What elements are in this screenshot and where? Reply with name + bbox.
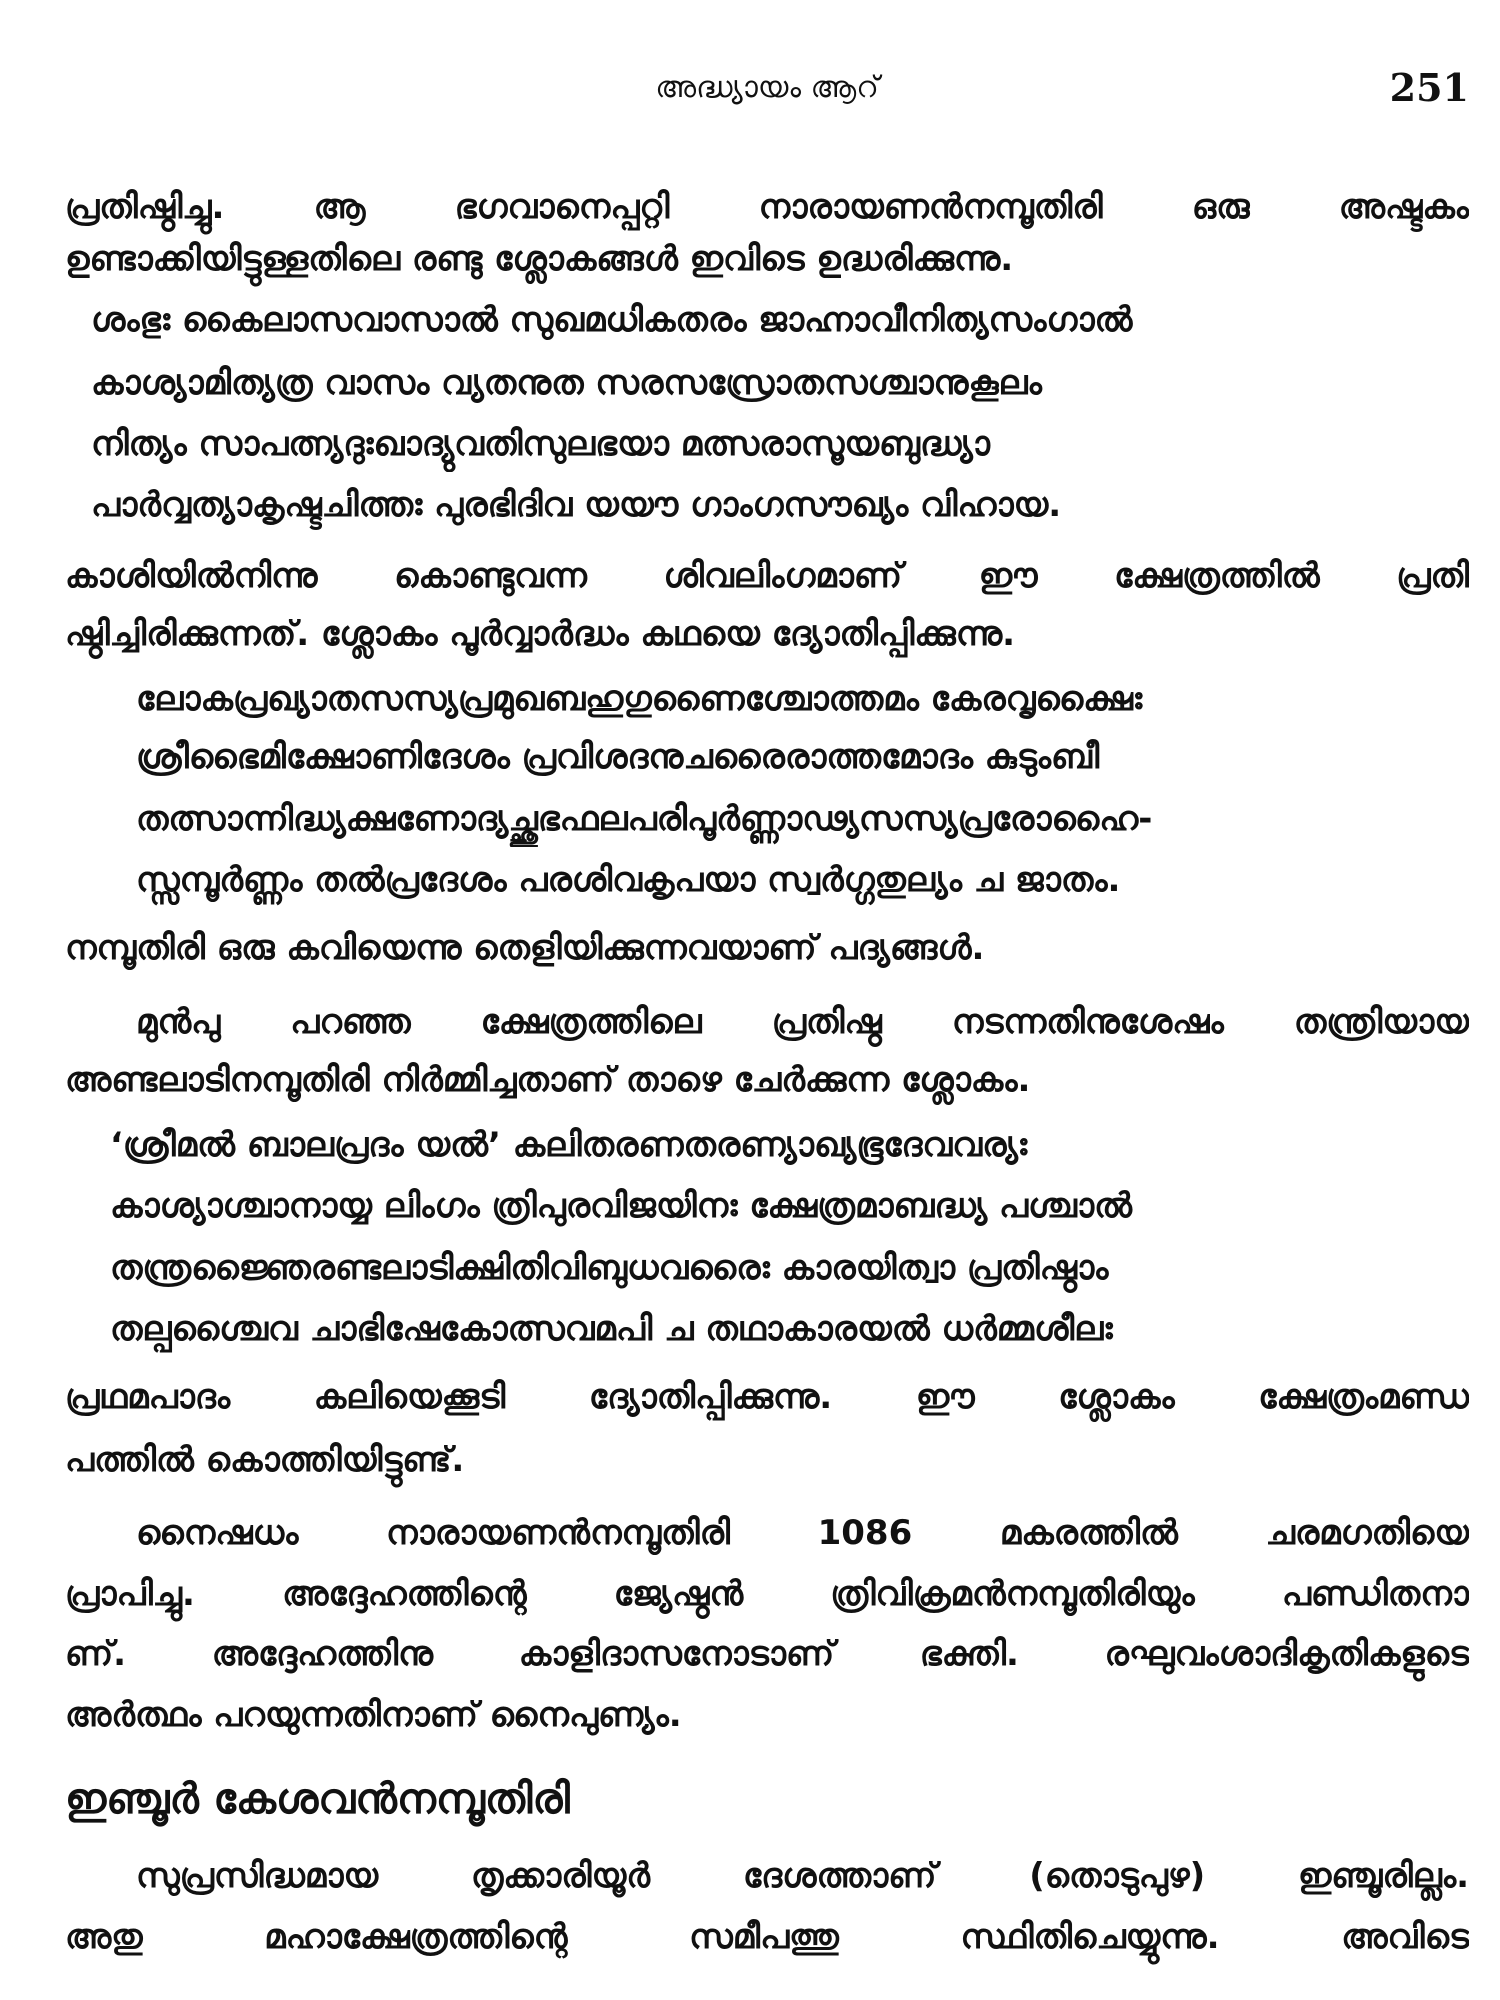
verse-2-line-3: തത്സാന്നിദ്ധ്യക്ഷണോദ്യച്ഛുഭഫലപരിപൂർണ്ണാഢ്യസസ്യപ്രരോഹൈ- xyxy=(136,799,1153,839)
paragraph-4-line-1: മുൻപു പറഞ്ഞ ക്ഷേത്രത്തിലെ പ്രതിഷ്ഠ നടന്നതിനുശേഷം തന്ത്രിയായ xyxy=(136,1002,1469,1042)
running-chapter-title: അദ്ധ്യായം ആറ് xyxy=(655,70,879,105)
paragraph-7-line-2: അതു മഹാക്ഷേത്രത്തിന്റെ സമീപത്തു സ്ഥിതിചെയ്യുന്നു. അവിടെ xyxy=(65,1917,1469,1957)
verse-3-line-3: തന്ത്രജ്ഞൈരണ്ടലാടിക്ഷിതിവിബുധവരൈഃ കാരയിത്വാ പ്രതിഷ്ഠാം xyxy=(110,1248,1109,1288)
paragraph-6-line-4: അർത്ഥം പറയുന്നതിനാണ് നൈപുണ്യം. xyxy=(65,1695,682,1735)
verse-1-line-4: പാർവ്വത്യാകൃഷ്ടചിത്തഃ പുരഭിദിവ യയൗ ഗാംഗസൗഖ്യം വിഹായ. xyxy=(91,485,1062,525)
page-number: 251 xyxy=(1389,65,1469,110)
verse-1-line-3: നിത്യം സാപത്ന്യദുഃഖാദ്യുവതിസുലഭയാ മത്സരാസൂയബുദ്ധ്യാ xyxy=(91,424,990,464)
paragraph-1-line-2: ഉണ്ടാക്കിയിട്ടുള്ളതിലെ രണ്ടു ശ്ലോകങ്ങൾ ഇവിടെ ഉദ്ധരിക്കുന്നു. xyxy=(65,239,1014,279)
paragraph-5-line-1: പ്രഥമപാദം കലിയെക്കൂടി ദ്യോതിപ്പിക്കുന്നു. ഈ ശ്ലോകം ക്ഷേത്രംമണ്ഡ xyxy=(65,1377,1469,1417)
verse-3-line-1: ‘ശ്രീമൽ ബാലപ്രദം യൽ’ കലിതരണതരണ്യാഖ്യഭൂദേവവര്യഃ xyxy=(110,1125,1028,1165)
paragraph-7-line-1: സുപ്രസിദ്ധമായ തൃക്കാരിയൂർ ദേശത്താണ് (തൊടുപുഴ) ഇഞ്ചൂരില്ലം. xyxy=(136,1856,1469,1896)
paragraph-6-line-1: നൈഷധം നാരായണൻനമ്പൂതിരി 1086 മകരത്തിൽ ചരമഗതിയെ xyxy=(136,1513,1469,1553)
verse-3-line-2: കാശ്യാശ്ചാനായ്യ ലിംഗം ത്രിപുരവിജയിനഃ ക്ഷേത്രമാബദ്ധ്യ പശ്ചാൽ xyxy=(110,1186,1132,1226)
paragraph-2-line-2: ഷ്ഠിച്ചിരിക്കുന്നത്. ശ്ലോകം പൂർവ്വാർദ്ധം കഥയെ ദ്യോതിപ്പിക്കുന്നു. xyxy=(65,614,1016,654)
paragraph-1-line-1: പ്രതിഷ്ഠിച്ചു. ആ ഭഗവാനെപ്പറ്റി നാരായണൻനമ്പൂതിരി ഒരു അഷ്ടകം xyxy=(65,187,1469,227)
verse-1-line-2: കാശ്യാമിത്യത്ര വാസം വ്യതനുത സരസസ്രോതസശ്ചാനുകൂലം xyxy=(91,363,1042,403)
paragraph-3-line-1: നമ്പൂതിരി ഒരു കവിയെന്നു തെളിയിക്കുന്നവയാണ് പദ്യങ്ങൾ. xyxy=(65,928,985,968)
verse-2-line-4: സ്സമ്പൂർണ്ണം തൽപ്രദേശം പരശിവകൃപയാ സ്വർഗ്ഗതുല്യം ച ജാതം. xyxy=(136,860,1121,900)
paragraph-4-line-2: അണ്ടലാടിനമ്പൂതിരി നിർമ്മിച്ചതാണ് താഴെ ചേർക്കുന്ന ശ്ലോകം. xyxy=(65,1060,1031,1100)
section-heading: ഇഞ്ചൂർ കേശവൻനമ്പൂതിരി xyxy=(65,1774,570,1823)
verse-1-line-1: ശംഭുഃ കൈലാസവാസാൽ സുഖമധികതരം ജാഹ്നാവീനിത്യസംഗാൽ xyxy=(91,300,1133,340)
paragraph-6-line-3: ണ്. അദ്ദേഹത്തിനു കാളിദാസനോടാണ് ഭക്തി. രഘുവംശാദികൃതികളുടെ xyxy=(65,1634,1469,1674)
verse-2-line-2: ശ്രീഭൈമിക്ഷോണിദേശം പ്രവിശദനുചരൈരാത്തമോദം കുടുംബീ xyxy=(136,737,1100,777)
paragraph-2-line-1: കാശിയിൽനിന്നു കൊണ്ടുവന്ന ശിവലിംഗമാണ് ഈ ക്ഷേത്രത്തിൽ പ്രതി xyxy=(65,556,1469,596)
paragraph-5-line-2: പത്തിൽ കൊത്തിയിട്ടുണ്ട്. xyxy=(65,1440,465,1480)
verse-2-line-1: ലോകപ്രഖ്യാതസസ്യപ്രമുഖബഹുഗുണൈശ്ചോത്തമം കേരവൃക്ഷൈഃ xyxy=(136,679,1143,719)
paragraph-6-line-2: പ്രാപിച്ചു. അദ്ദേഹത്തിന്റെ ജ്യേഷ്ഠൻ ത്രിവിക്രമൻനമ്പൂതിരിയും പണ്ഡിതനാ xyxy=(65,1574,1469,1614)
verse-3-line-4: തല്പശ്ചൈവ ചാഭിഷേകോത്സവമപി ച തഥാകാരയൽ ധർമ്മശീലഃ xyxy=(110,1309,1113,1349)
